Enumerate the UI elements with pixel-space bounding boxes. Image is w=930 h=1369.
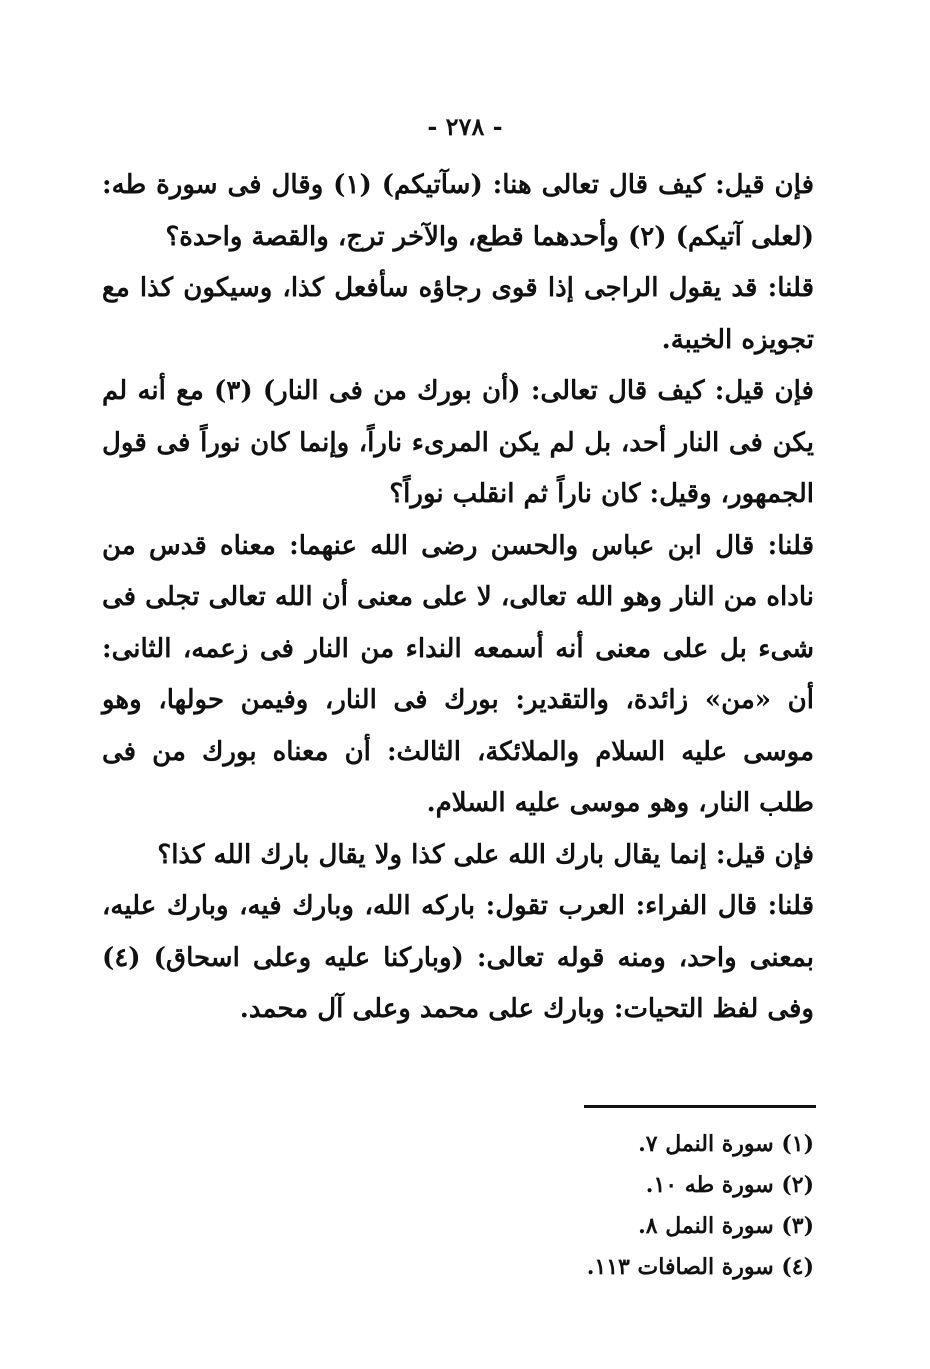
text-segment: قلنا: قد يقول الراجى إذا قوى رجاؤه سأفعل كذا، وسيكون كذا مع تجويزه الخيبة. <box>102 273 814 355</box>
paragraph-6 <box>102 881 814 1036</box>
paragraph-3 <box>102 366 814 521</box>
footnote-item: (١) سورة النمل ٧. <box>638 1131 814 1157</box>
quran-quote: (لعلى آتيكم) <box>675 221 814 252</box>
paragraph-4 <box>102 521 814 830</box>
quran-quote: (أن بورك من فى النار) <box>262 376 521 406</box>
main-text <box>102 160 814 1036</box>
footnote-item: (٣) سورة النمل ٨. <box>638 1213 814 1239</box>
text-segment: (٣) مع أنه لم يكن فى النار أحد، بل لم يكن المرىء ناراً، وإنما كان نوراً فى قول الجمهور، وقيل: كان ناراً ثم انقلب نوراً؟ <box>102 376 814 509</box>
text-segment: فإن قيل: كيف قال تعالى: <box>520 376 814 406</box>
footnote-item: (٢) سورة طه ١٠. <box>645 1172 814 1198</box>
text-segment: قلنا: قال ابن عباس والحسن رضى الله عنهما: معناه قدس من ناداه من النار وهو الله تعالى، لا على معنى أن الله تعالى تجلى فى شىء بل على معنى أنه أسمعه النداء من النار فى زعمه، الثانى: أن «من» زائدة، والتقدير: بورك فى النار، وفيمن حولها، وهو موسى عليه السلام والملائكة، الثالث: أن معناه بورك من فى طلب النار، وهو موسى عليه السلام. <box>102 530 814 818</box>
text-segment: فإن قيل: إنما يقال بارك الله على كذا ولا يقال بارك الله كذا؟ <box>157 839 814 870</box>
paragraph-1 <box>102 160 814 263</box>
footnote-item: (٤) سورة الصافات ١١٣. <box>586 1254 814 1280</box>
page-number: - ٢٧٨ - <box>427 112 503 141</box>
paragraph-2 <box>102 263 814 366</box>
text-segment: (٤) وفى لفظ التحيات: وبارك على محمد وعلى آل محمد. <box>102 942 814 1024</box>
quran-quote: (سآتيكم) <box>381 170 483 200</box>
paragraph-5 <box>102 830 814 882</box>
text-segment: فإن قيل: كيف قال تعالى هنا: <box>482 170 814 200</box>
footnote-separator <box>584 1105 816 1108</box>
footnotes <box>540 1124 814 1288</box>
text-segment: قلنا: قال الفراء: العرب تقول: باركه الله، وبارك فيه، وبارك عليه، بمعنى واحد، ومنه قوله تعالى: <box>102 891 815 973</box>
text-segment: (١) وقال فى سورة طه: <box>102 170 382 200</box>
quran-quote: (وباركنا عليه وعلى اسحاق) <box>153 942 464 973</box>
text-segment: (٢) وأحدهما قطع، والآخر ترج، والقصة واحدة؟ <box>165 221 676 252</box>
